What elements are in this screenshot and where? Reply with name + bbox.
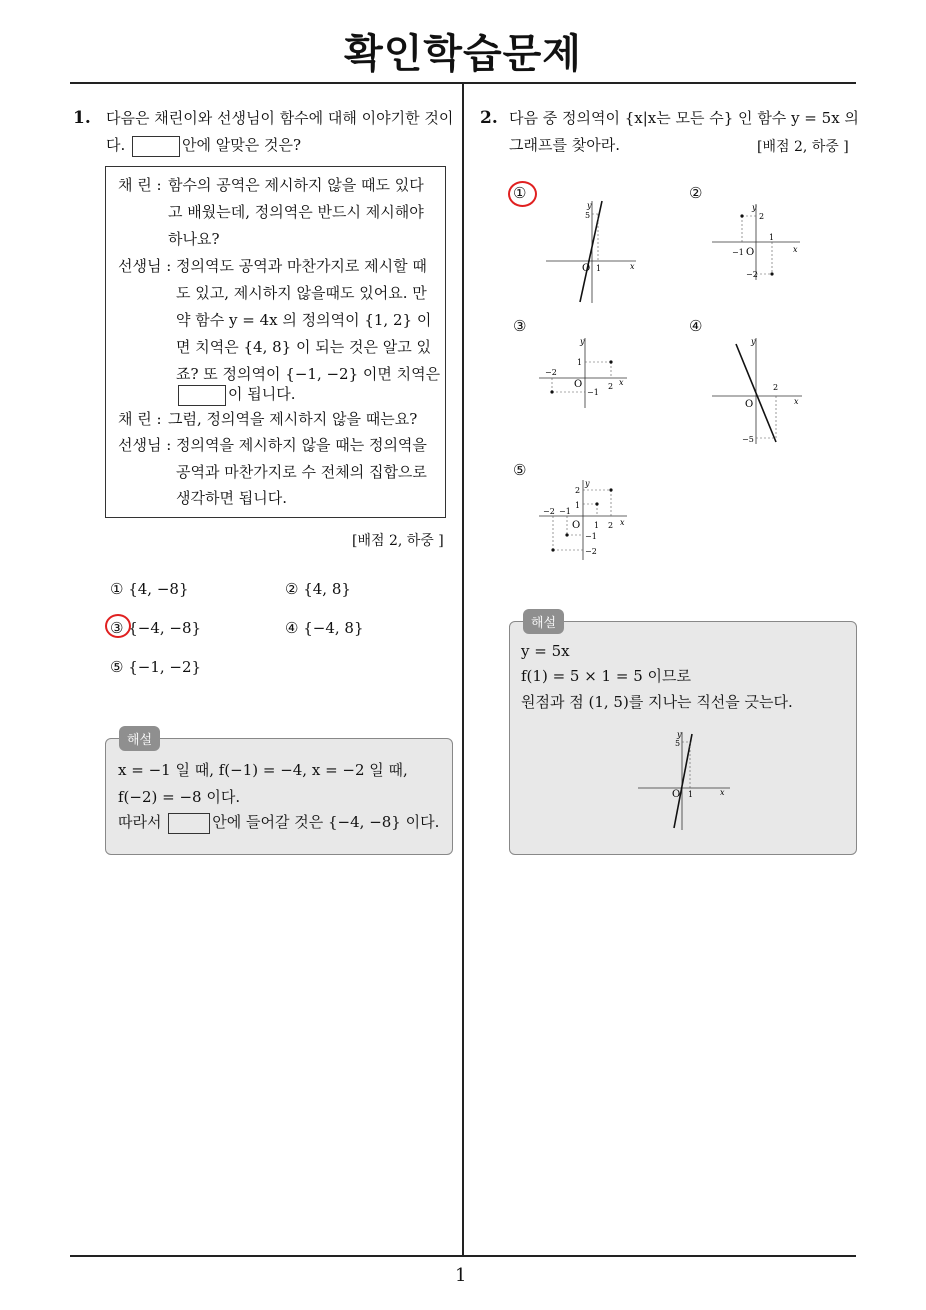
dialog-text: 정의역도 공역과 마찬가지로 제시할 때 (176, 257, 427, 275)
graph-choice-1 (540, 197, 640, 307)
dialog-text: 약 함수 y = 4x 의 정의역이 {1, 2} 이 (176, 311, 432, 329)
q2-choice-1-label[interactable]: ① (513, 184, 527, 202)
axis-x-label: x (619, 378, 624, 387)
axis-y-label: y (752, 203, 757, 212)
tick-label: −2 (585, 547, 597, 556)
page-title: 확인학습문제 (344, 31, 582, 77)
q1-prompt-line2 (106, 131, 301, 160)
tick-label: 1 (575, 501, 581, 510)
speaker-teacher-1: 선생님 : (118, 257, 172, 275)
axis-y-label: y (751, 337, 756, 346)
tick-label: −2 (746, 270, 758, 279)
q2-answer-mark (508, 181, 537, 207)
dialog-answer-blank (178, 385, 226, 406)
dialog-text: 하나요? (168, 230, 220, 248)
dialog-text: 면 치역은 {4, 8} 이 되는 것은 알고 있 (176, 338, 431, 356)
axis-x-label: x (630, 262, 635, 271)
tick-label: −1 (587, 388, 599, 397)
solution-text: 따라서 (118, 813, 162, 831)
tick-label: 2 (759, 212, 765, 221)
q2-prompt-line1: 다음 중 정의역이 {x|x는 모든 수} 인 함수 y = 5x 의 (509, 109, 859, 127)
bottom-rule (70, 1255, 856, 1257)
q2-meta: [배점 2, 하중 ] (757, 139, 849, 155)
tick-label: 5 (675, 739, 681, 748)
speaker-chaerin-2: 채 린 : (118, 410, 162, 428)
q1-answer-blank (132, 136, 180, 157)
tick-label: −1 (585, 532, 597, 541)
q2-choice-4-label[interactable]: ④ (689, 317, 703, 335)
q1-solution-line2: f(−2) = −8 이다. (118, 788, 241, 806)
dialog-text: 생각하면 됩니다. (176, 489, 287, 507)
tick-label: 1 (769, 233, 775, 242)
q1-meta: [배점 2, 하중 ] (352, 533, 444, 549)
q1-choice-2[interactable]: ② {4, 8} (285, 580, 351, 598)
q1-choice-3[interactable]: ③ {−4, −8} (110, 619, 202, 637)
tick-label: 2 (608, 382, 614, 391)
q2-choice-5-label[interactable]: ⑤ (513, 461, 527, 479)
origin-label: O (574, 379, 583, 390)
dialog-text: 그럼, 정의역을 제시하지 않을 때는요? (168, 410, 418, 428)
tick-label: 2 (773, 383, 779, 392)
column-divider (462, 83, 464, 1255)
tick-label: 2 (575, 486, 581, 495)
origin-label: O (745, 399, 754, 410)
solution-graph (634, 728, 734, 832)
q1-choice-1[interactable]: ① {4, −8} (110, 580, 189, 598)
axis-y-label: y (580, 337, 585, 346)
axis-x-label: x (793, 245, 798, 254)
dialog-text: 도 있고, 제시하지 않을때도 있어요. 만 (176, 284, 427, 302)
q1-answer-mark (105, 614, 131, 638)
tick-label: −1 (559, 507, 571, 516)
q1-solution-line3 (118, 808, 439, 837)
origin-label: O (672, 789, 681, 800)
q2-solution-line1: y = 5x (521, 642, 570, 660)
q1-prompt-line1: 다음은 채린이와 선생님이 함수에 대해 이야기한 것이 (106, 109, 454, 127)
tick-label: −2 (543, 507, 555, 516)
graph-choice-2 (708, 200, 804, 282)
axis-y-label: y (677, 730, 682, 739)
page-number: 1 (455, 1265, 467, 1286)
q2-choice-2-label[interactable]: ② (689, 184, 703, 202)
q2-solution-line3: 원점과 점 (1, 5)를 지나는 직선을 긋는다. (521, 693, 793, 711)
axis-x-label: x (794, 397, 799, 406)
axis-y-label: y (585, 479, 590, 488)
q1-choice-5[interactable]: ⑤ {−1, −2} (110, 658, 202, 676)
dialog-text: 고 배웠는데, 정의역은 반드시 제시해야 (168, 203, 424, 221)
q2-prompt-line2: 그래프를 찾아라. (509, 136, 620, 154)
q1-solution-line1: x = −1 일 때, f(−1) = −4, x = −2 일 때, (118, 761, 408, 779)
q1-choice-4[interactable]: ④ {−4, 8} (285, 619, 364, 637)
q1-prompt-suffix: 안에 알맞은 것은? (182, 136, 302, 154)
origin-label: O (572, 520, 581, 531)
q2-choice-3-label[interactable]: ③ (513, 317, 527, 335)
solution-blank (168, 813, 210, 834)
tick-label: −2 (545, 368, 557, 377)
tick-label: −5 (742, 435, 754, 444)
tick-label: 1 (594, 521, 600, 530)
speaker-teacher-2: 선생님 : (118, 436, 172, 454)
graph-choice-4 (708, 334, 804, 446)
q1-prompt-prefix: 다. (106, 136, 126, 154)
tick-label: 1 (577, 358, 583, 367)
axis-x-label: x (620, 518, 625, 527)
dialog-text (176, 381, 296, 408)
tick-label: 2 (608, 521, 614, 530)
axis-y-label: y (587, 201, 592, 210)
solution-text: 안에 들어갈 것은 {−4, −8} 이다. (212, 813, 440, 831)
dialog-text-end: 이 됩니다. (228, 385, 296, 403)
tick-label: 1 (688, 790, 694, 799)
tick-label: 5 (585, 211, 591, 220)
q2-number: 2. (480, 108, 498, 128)
axis-x-label: x (720, 788, 725, 797)
q2-solution-line2: f(1) = 5 × 1 = 5 이므로 (521, 667, 691, 685)
origin-label: O (582, 263, 591, 274)
tick-label: 1 (596, 264, 602, 273)
graph-choice-5 (535, 478, 631, 562)
q1-solution-tag: 해설 (119, 726, 160, 751)
q2-solution-tag: 해설 (523, 609, 564, 634)
tick-label: −1 (732, 248, 744, 257)
q1-number: 1. (73, 108, 91, 128)
origin-label: O (746, 247, 755, 258)
graph-choice-3 (535, 334, 631, 410)
dialog-text: 함수의 공역은 제시하지 않을 때도 있다 (168, 176, 424, 194)
speaker-chaerin-1: 채 린 : (118, 176, 162, 194)
dialog-text: 죠? 또 정의역이 {−1, −2} 이면 치역은 (176, 365, 441, 383)
dialog-text: 정의역을 제시하지 않을 때는 정의역을 (176, 436, 427, 454)
dialog-text: 공역과 마찬가지로 수 전체의 집합으로 (176, 463, 427, 481)
